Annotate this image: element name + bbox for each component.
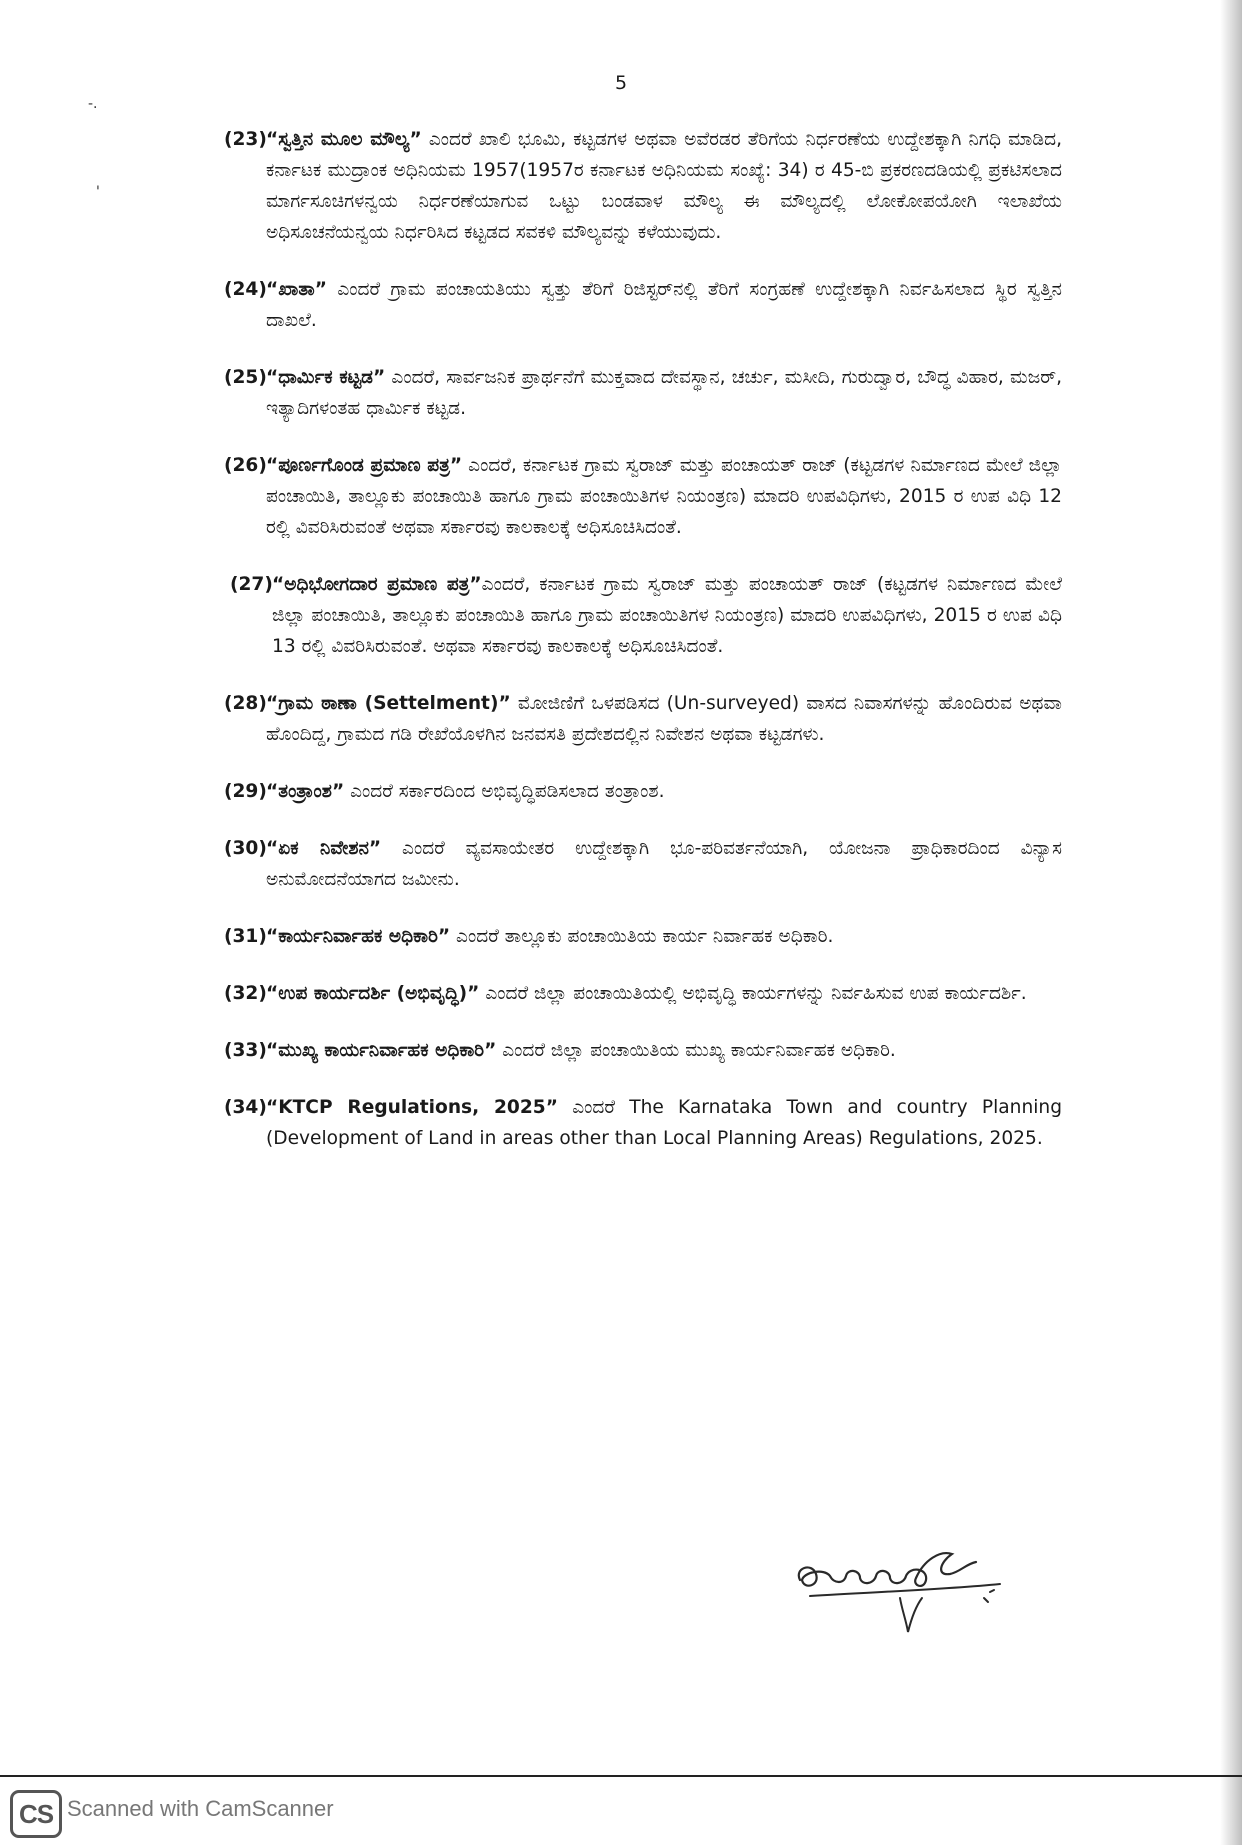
definition-number: (30)	[224, 838, 267, 859]
definition-item	[224, 921, 1062, 952]
definition-item	[224, 776, 1062, 807]
definitions-list	[224, 124, 1062, 1180]
signature-image	[790, 1540, 1030, 1640]
definition-text: ಎಂದರೆ ಸರ್ಕಾರದಿಂದ ಅಭಿವೃದ್ಧಿಪಡಿಸಲಾದ ತಂತ್ರಾಂಶ.	[344, 781, 665, 802]
definition-body	[266, 1092, 1062, 1154]
definition-term: “ಮುಖ್ಯ ಕಾರ್ಯನಿರ್ವಾಹಕ ಅಧಿಕಾರಿ”	[266, 1040, 497, 1061]
margin-mark: '	[96, 184, 100, 200]
camscanner-logo-icon: CS	[10, 1790, 62, 1838]
definition-number: (28)	[224, 693, 267, 714]
definition-text: ಎಂದರೆ ಜಿಲ್ಲಾ ಪಂಚಾಯಿತಿಯ ಮುಖ್ಯ ಕಾರ್ಯನಿರ್ವಾಹಕ ಅಧಿಕಾರಿ.	[496, 1040, 896, 1061]
definition-item	[224, 833, 1062, 895]
definition-body	[266, 921, 1062, 952]
definition-text: ಎಂದರೆ ಜಿಲ್ಲಾ ಪಂಚಾಯಿತಿಯಲ್ಲಿ ಅಭಿವೃದ್ಧಿ ಕಾರ್ಯಗಳನ್ನು ನಿರ್ವಹಿಸುವ ಉಪ ಕಾರ್ಯದರ್ಶಿ.	[479, 983, 1027, 1004]
definition-item	[224, 1035, 1062, 1066]
definition-body	[266, 274, 1062, 336]
definition-number: (29)	[224, 781, 267, 802]
definition-item	[224, 362, 1062, 424]
definition-number: (23)	[224, 129, 267, 150]
definition-body	[266, 1035, 1062, 1066]
page-number: 5	[614, 72, 628, 94]
definition-number: (32)	[224, 983, 267, 1004]
definition-term: “ಉಪ ಕಾರ್ಯದರ್ಶಿ (ಅಭಿವೃದ್ಧಿ)”	[266, 983, 480, 1004]
definition-term: “KTCP Regulations, 2025”	[266, 1097, 558, 1118]
definition-text: ಎಂದರೆ, ಕರ್ನಾಟಕ ಗ್ರಾಮ ಸ್ವರಾಜ್ ಮತ್ತು ಪಂಚಾಯತ್ ರಾಜ್ (ಕಟ್ಟಡಗಳ ನಿರ್ಮಾಣದ ಮೇಲೆ ಜಿಲ್ಲಾ ಪಂಚಾಯಿತಿ, ತಾಲ್ಲೂಕು ಪಂಚಾಯಿತಿ ಹಾಗೂ ಗ್ರಾಮ ಪಂಚಾಯಿತಿಗಳ ನಿಯಂತ್ರಣ) ಮಾದರಿ ಉಪವಿಧಿಗಳು, 2015 ರ ಉಪ ವಿಧಿ 13 ರಲ್ಲಿ ವಿವರಿಸಿರುವಂತೆ. ಅಥವಾ ಸರ್ಕಾರವು ಕಾಲಕಾಲಕ್ಕೆ ಅಧಿಸೂಚಿಸಿದಂತೆ.	[272, 574, 1062, 657]
definition-text: ಎಂದರೆ, ಸಾರ್ವಜನಿಕ ಪ್ರಾರ್ಥನೆಗೆ ಮುಕ್ತವಾದ ದೇವಸ್ಥಾನ, ಚರ್ಚು, ಮಸೀದಿ, ಗುರುದ್ವಾರ, ಬೌದ್ಧ ವಿಹಾರ, ಮಜರ್, ಇತ್ಯಾದಿಗಳಂತಹ ಧಾರ್ಮಿಕ ಕಟ್ಟಡ.	[266, 367, 1062, 419]
definition-text: ಮೋಜಿಣಿಗೆ ಒಳಪಡಿಸದ (Un-surveyed) ವಾಸದ ನಿವಾಸಗಳನ್ನು ಹೊಂದಿರುವ ಅಥವಾ ಹೊಂದಿದ್ದ, ಗ್ರಾಮದ ಗಡಿ ರೇಖೆಯೊಳಗಿನ ಜನವಸತಿ ಪ್ರದೇಶದಲ್ಲಿನ ನಿವೇಶನ ಅಥವಾ ಕಟ್ಟಡಗಳು.	[266, 693, 1062, 745]
definition-term: “ತಂತ್ರಾಂಶ”	[266, 781, 345, 802]
definition-item	[224, 1092, 1062, 1154]
definition-body	[266, 362, 1062, 424]
definition-number: (26)	[224, 455, 267, 476]
definition-body	[266, 124, 1062, 248]
footer-divider	[0, 1775, 1242, 1777]
definition-number: (25)	[224, 367, 267, 388]
definition-text: ಎಂದರೆ ವ್ಯವಸಾಯೇತರ ಉದ್ದೇಶಕ್ಕಾಗಿ ಭೂ-ಪರಿವರ್ತನೆಯಾಗಿ, ಯೋಜನಾ ಪ್ರಾಧಿಕಾರದಿಂದ ವಿನ್ಯಾಸ ಅನುಮೋದನೆಯಾಗದ ಜಮೀನು.	[266, 838, 1062, 890]
definition-body	[272, 569, 1062, 662]
definition-term: “ಪೂರ್ಣಗೊಂಡ ಪ್ರಮಾಣ ಪತ್ರ”	[266, 455, 463, 476]
definition-body	[266, 776, 1062, 807]
definition-term: “ಖಾತಾ”	[266, 279, 327, 300]
definition-term: “ಧಾರ್ಮಿಕ ಕಟ್ಟಡ”	[266, 367, 386, 388]
definition-text: ಎಂದರೆ ತಾಲ್ಲೂಕು ಪಂಚಾಯಿತಿಯ ಕಾರ್ಯ ನಿರ್ವಾಹಕ ಅಧಿಕಾರಿ.	[450, 926, 834, 947]
definition-number: (34)	[224, 1097, 267, 1118]
definition-term: “ಏಕ ನಿವೇಶನ”	[266, 838, 382, 859]
definition-term: “ಕಾರ್ಯನಿರ್ವಾಹಕ ಅಧಿಕಾರಿ”	[266, 926, 451, 947]
scanner-watermark-text: Scanned with CamScanner	[67, 1796, 334, 1821]
definition-text: ಎಂದರೆ ಗ್ರಾಮ ಪಂಚಾಯತಿಯು ಸ್ವತ್ತು ತೆರಿಗೆ ರಿಜಿಸ್ಟರ್‌ನಲ್ಲಿ ತೆರಿಗೆ ಸಂಗ್ರಹಣೆ ಉದ್ದೇಶಕ್ಕಾಗಿ ನಿರ್ವಹಿಸಲಾದ ಸ್ಥಿರ ಸ್ವತ್ತಿನ ದಾಖಲೆ.	[266, 279, 1062, 331]
definition-body	[266, 688, 1062, 750]
definition-text: ಎಂದರೆ, ಕರ್ನಾಟಕ ಗ್ರಾಮ ಸ್ವರಾಜ್ ಮತ್ತು ಪಂಚಾಯತ್ ರಾಜ್ (ಕಟ್ಟಡಗಳ ನಿರ್ಮಾಣದ ಮೇಲೆ ಜಿಲ್ಲಾ ಪಂಚಾಯಿತಿ, ತಾಲ್ಲೂಕು ಪಂಚಾಯಿತಿ ಹಾಗೂ ಗ್ರಾಮ ಪಂಚಾಯಿತಿಗಳ ನಿಯಂತ್ರಣ) ಮಾದರಿ ಉಪವಿಧಿಗಳು, 2015 ರ ಉಪ ವಿಧಿ 12 ರಲ್ಲಿ ವಿವರಿಸಿರುವಂತೆ ಅಥವಾ ಸರ್ಕಾರವು ಕಾಲಕಾಲಕ್ಕೆ ಅಧಿಸೂಚಿಸಿದಂತೆ.	[266, 455, 1062, 538]
definition-term: “ಅಧಿಭೋಗದಾರ ಪ್ರಮಾಣ ಪತ್ರ”	[272, 574, 482, 595]
definition-item	[224, 450, 1062, 543]
definition-body	[266, 833, 1062, 895]
definition-item	[230, 569, 1062, 662]
definition-text: ಎಂದರೆ The Karnataka Town and country Planning (Development of Land in areas other than Local Planning Areas) Regulations, 2025.	[266, 1097, 1062, 1149]
definition-number: (31)	[224, 926, 267, 947]
definition-number: (27)	[230, 574, 273, 595]
definition-item	[224, 978, 1062, 1009]
definition-text: ಎಂದರೆ ಖಾಲಿ ಭೂಮಿ, ಕಟ್ಟಡಗಳ ಅಥವಾ ಅವೆರಡರ ತೆರಿಗೆಯ ನಿರ್ಧರಣೆಯ ಉದ್ದೇಶಕ್ಕಾಗಿ ನಿಗಧಿ ಮಾಡಿದ, ಕರ್ನಾಟಕ ಮುದ್ರಾಂಕ ಅಧಿನಿಯಮ 1957(1957ರ ಕರ್ನಾಟಕ ಅಧಿನಿಯಮ ಸಂಖ್ಯೆ: 34) ರ 45-ಬಿ ಪ್ರಕರಣದಡಿಯಲ್ಲಿ ಪ್ರಕಟಿಸಲಾದ ಮಾರ್ಗಸೂಚಿಗಳನ್ವಯ ನಿರ್ಧರಣೆಯಾಗುವ ಒಟ್ಟು ಬಂಡವಾಳ ಮೌಲ್ಯ ಈ ಮೌಲ್ಯದಲ್ಲಿ ಲೋಕೋಪಯೋಗಿ ಇಲಾಖೆಯ ಅಧಿಸೂಚನೆಯನ್ವಯ ನಿರ್ಧರಿಸಿದ ಕಟ್ಟಡದ ಸವಕಳಿ ಮೌಲ್ಯವನ್ನು ಕಳೆಯುವುದು.	[266, 129, 1062, 243]
definition-item	[224, 688, 1062, 750]
definition-number: (24)	[224, 279, 267, 300]
definition-item	[224, 274, 1062, 336]
definition-number: (33)	[224, 1040, 267, 1061]
definition-item	[224, 124, 1062, 248]
definition-body	[266, 978, 1062, 1009]
definition-term: “ಗ್ರಾಮ ಠಾಣಾ (Settelment)”	[266, 693, 511, 714]
margin-mark: -.	[88, 96, 98, 112]
scan-edge-shadow	[1220, 0, 1242, 1845]
definition-term: “ಸ್ವತ್ತಿನ ಮೂಲ ಮೌಲ್ಯ”	[266, 129, 422, 150]
definition-body	[266, 450, 1062, 543]
